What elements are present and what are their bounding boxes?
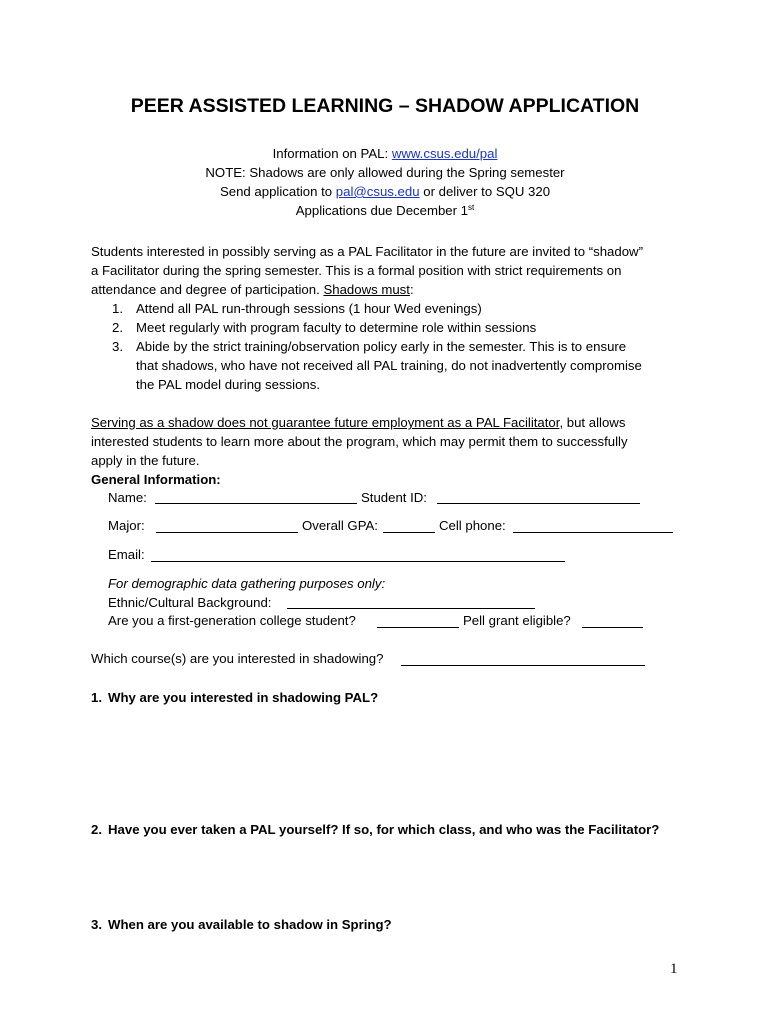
email-label: Email: — [108, 547, 145, 562]
intro-line-2: a Facilitator during the spring semester. This is a formal position with strict requirements on — [91, 263, 622, 278]
due-date-line — [0, 203, 770, 218]
note-line: NOTE: Shadows are only allowed during the Spring semester — [205, 165, 565, 180]
due-superscript: st — [468, 203, 475, 212]
requirement-3-text-line-3: the PAL model during sessions. — [136, 377, 320, 392]
requirement-3-number: 3. — [112, 339, 123, 354]
name-field[interactable] — [155, 503, 357, 504]
disclaimer-line-1 — [91, 415, 625, 430]
requirement-2-text: Meet regularly with program faculty to determine role within sessions — [136, 320, 537, 335]
cell-phone-field[interactable] — [513, 532, 673, 533]
send-suffix: or deliver to SQU 320 — [423, 184, 551, 199]
pal-website-link[interactable]: www.csus.edu/pal — [391, 146, 498, 161]
info-prefix: Information on PAL: — [272, 146, 389, 161]
requirement-1-text: Attend all PAL run-through sessions (1 hour Wed evenings) — [136, 301, 482, 316]
page-title: PEER ASSISTED LEARNING – SHADOW APPLICATION — [130, 95, 640, 117]
name-label: Name: — [108, 490, 147, 505]
cell-phone-label: Cell phone: — [439, 518, 506, 533]
student-id-label: Student ID: — [361, 490, 427, 505]
pal-email-link[interactable]: pal@csus.edu — [335, 184, 420, 199]
question-1-text: Why are you interested in shadowing PAL? — [108, 690, 379, 705]
major-field[interactable] — [156, 532, 298, 533]
disclaimer-rest: , but allows — [559, 415, 626, 430]
question-2-text: Have you ever taken a PAL yourself? If so, for which class, and who was the Facilitator? — [108, 822, 660, 837]
gpa-field[interactable] — [383, 532, 435, 533]
gpa-label: Overall GPA: — [302, 518, 378, 533]
shadows-must-label: Shadows must — [323, 282, 410, 297]
page-number: 1 — [670, 961, 678, 977]
course-question: Which course(s) are you interested in shadowing? — [91, 651, 384, 666]
demographic-note: For demographic data gathering purposes only: — [108, 576, 386, 591]
info-line — [0, 146, 770, 161]
first-gen-label: Are you a first-generation college student? — [108, 613, 356, 628]
question-1-number: 1. — [91, 690, 102, 705]
intro-line-1: Students interested in possibly serving as a PAL Facilitator in the future are invited to “shadow” — [91, 244, 643, 259]
ethnic-background-label: Ethnic/Cultural Background: — [108, 595, 272, 610]
intro-line-3 — [91, 282, 414, 297]
course-field[interactable] — [401, 665, 645, 666]
first-gen-field[interactable] — [377, 627, 459, 628]
intro-line-3-prefix: attendance and degree of participation. — [91, 282, 320, 297]
requirement-1-number: 1. — [112, 301, 123, 316]
ethnic-background-field[interactable] — [287, 608, 535, 609]
general-info-heading: General Information: — [91, 472, 221, 487]
requirement-3-text-line-2: that shadows, who have not received all PAL training, do not inadvertently compromise — [136, 358, 642, 373]
student-id-field[interactable] — [437, 503, 640, 504]
requirement-3-text-line-1: Abide by the strict training/observation policy early in the semester. This is to ensure — [136, 339, 627, 354]
due-text: Applications due December 1 — [295, 203, 469, 218]
question-2-number: 2. — [91, 822, 102, 837]
disclaimer-underlined: Serving as a shadow does not guarantee future employment as a PAL Facilitator — [91, 415, 560, 430]
email-field[interactable] — [151, 561, 565, 562]
intro-colon: : — [409, 282, 414, 297]
pell-grant-label: Pell grant eligible? — [463, 613, 571, 628]
send-prefix: Send application to — [219, 184, 333, 199]
disclaimer-line-2: interested students to learn more about the program, which may permit them to successfully — [91, 434, 628, 449]
question-3-number: 3. — [91, 917, 102, 932]
major-label: Major: — [108, 518, 145, 533]
disclaimer-line-3: apply in the future. — [91, 453, 200, 468]
pell-grant-field[interactable] — [582, 627, 643, 628]
requirement-2-number: 2. — [112, 320, 123, 335]
send-line — [0, 184, 770, 199]
question-3-text: When are you available to shadow in Spring? — [108, 917, 392, 932]
